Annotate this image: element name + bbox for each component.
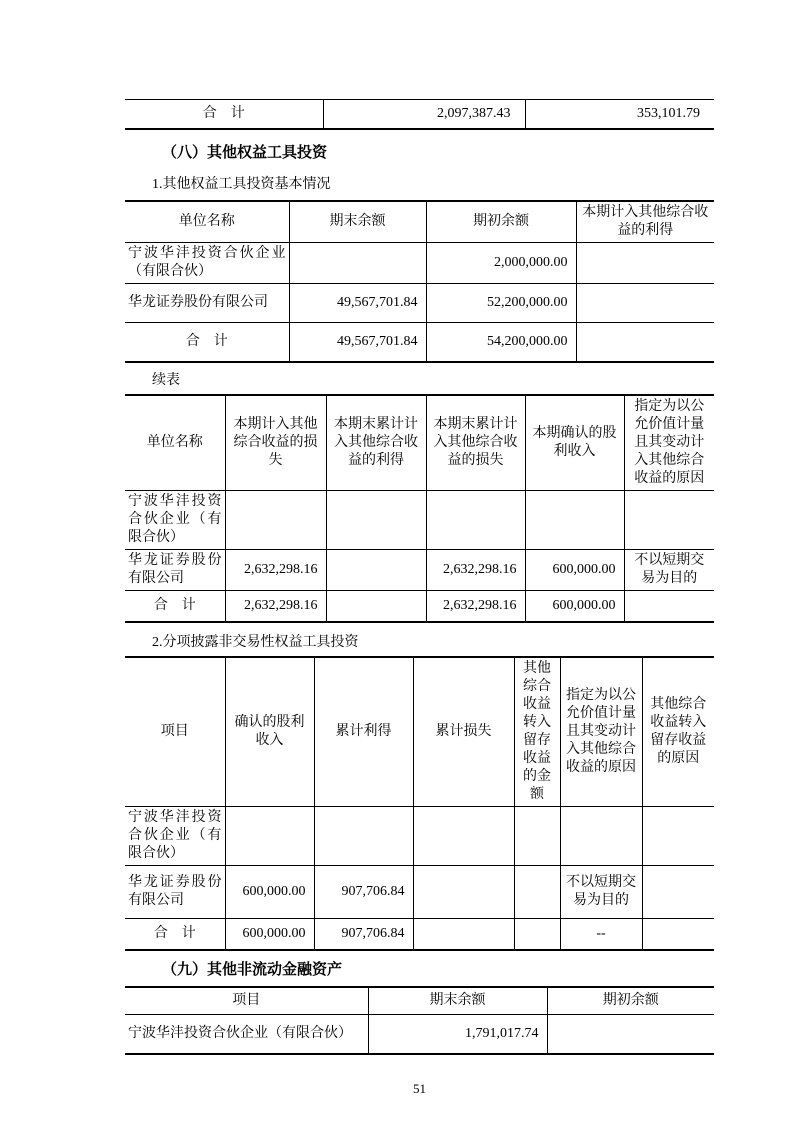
- col-header: 期初余额: [426, 201, 576, 243]
- section-8-heading: （八）其他权益工具投资: [162, 145, 328, 161]
- table-cell: 2,000,000.00: [426, 243, 576, 284]
- table-cell: [326, 591, 426, 623]
- table-total-row: [125, 323, 714, 363]
- col-header: 单位名称: [125, 201, 289, 243]
- table-cell: 2,632,298.16: [426, 591, 525, 623]
- table-cell: [642, 807, 714, 866]
- section-8-item-2-title: 2.分项披露非交易性权益工具投资: [152, 635, 359, 650]
- table-header-row: [125, 201, 714, 243]
- table-row: [125, 1015, 714, 1055]
- table-cell: 907,706.84: [314, 866, 413, 919]
- non-trading-equity-table: [125, 656, 714, 951]
- table-cell: [326, 550, 426, 591]
- table-cell: 49,567,701.84: [289, 323, 426, 363]
- prior-table-total: [125, 99, 714, 130]
- col-header: 项目: [125, 657, 225, 807]
- col-header: 确认的股利收入: [225, 657, 314, 807]
- table-cell: 2,632,298.16: [426, 550, 525, 591]
- table-cell: 2,632,298.16: [225, 550, 326, 591]
- col-header: 期末余额: [289, 201, 426, 243]
- col-header: 本期末累计计入其他综合收益的损失: [426, 395, 525, 491]
- col-header: 本期末累计计入其他综合收益的利得: [326, 395, 426, 491]
- table-cell: [426, 491, 525, 550]
- col-header: 期末余额: [368, 987, 547, 1015]
- other-noncurrent-financial-assets-table: [125, 986, 714, 1055]
- table-cell: 1,791,017.74: [368, 1015, 547, 1055]
- col-header: 累计损失: [413, 657, 514, 807]
- total-label-cell: 合 计: [125, 100, 323, 130]
- entity-name-cell: 宁波华沣投资合伙企业（有限合伙）: [125, 491, 225, 550]
- table-cell: 2,632,298.16: [225, 591, 326, 623]
- table-cell: [413, 919, 514, 951]
- table-cell: 600,000.00: [525, 591, 624, 623]
- table-row: [125, 550, 714, 591]
- table-cell: 52,200,000.00: [426, 284, 576, 323]
- table-cell: [576, 243, 714, 284]
- table-cell: [289, 243, 426, 284]
- table-cell: [326, 491, 426, 550]
- col-header: 期初余额: [547, 987, 714, 1015]
- col-header: 指定为以公允价值计量且其变动计入其他综合收益的原因: [624, 395, 714, 491]
- col-header: 单位名称: [125, 395, 225, 491]
- table-cell: [642, 866, 714, 919]
- table-cell: [413, 866, 514, 919]
- table-row: [125, 491, 714, 550]
- col-header: 本期计入其他综合收益的利得: [576, 201, 714, 243]
- col-header: 累计利得: [314, 657, 413, 807]
- table-row: [125, 284, 714, 323]
- table-cell: 907,706.84: [314, 919, 413, 951]
- table-cell: 2,097,387.43: [323, 100, 525, 130]
- col-header: 指定为以公允价值计量且其变动计入其他综合收益的原因: [560, 657, 642, 807]
- table-cell: [576, 323, 714, 363]
- table-cell: [624, 491, 714, 550]
- table-cell: [560, 807, 642, 866]
- col-header: 其他综合收益转入留存收益的金额: [514, 657, 560, 807]
- col-header: 本期计入其他综合收益的损失: [225, 395, 326, 491]
- equity-investment-continued-table: [125, 394, 714, 623]
- entity-name-cell: 华龙证券股份有限公司: [125, 284, 289, 323]
- designation-reason-cell: 不以短期交易为目的: [624, 550, 714, 591]
- table-row: [125, 100, 714, 130]
- continued-table-label: 续表: [152, 373, 180, 388]
- table-cell: 600,000.00: [225, 866, 314, 919]
- designation-reason-cell: 不以短期交易为目的: [560, 866, 642, 919]
- table-cell: [624, 591, 714, 623]
- entity-name-cell: 宁波华沣投资合伙企业（有限合伙）: [125, 243, 289, 284]
- table-cell: [576, 284, 714, 323]
- table-cell: 600,000.00: [525, 550, 624, 591]
- col-header: 其他综合收益转入留存收益的原因: [642, 657, 714, 807]
- entity-name-cell: 宁波华沣投资合伙企业（有限合伙）: [125, 1015, 368, 1055]
- table-cell: [514, 919, 560, 951]
- table-cell: [314, 807, 413, 866]
- table-header-row: [125, 657, 714, 807]
- table-row: [125, 807, 714, 866]
- table-header-row: [125, 395, 714, 491]
- col-header: 本期确认的股利收入: [525, 395, 624, 491]
- table-cell: [514, 807, 560, 866]
- table-cell: 49,567,701.84: [289, 284, 426, 323]
- table-cell: 353,101.79: [525, 100, 714, 130]
- page-number: 51: [413, 1081, 426, 1096]
- table-cell: [225, 807, 314, 866]
- section-9-heading: （九）其他非流动金融资产: [162, 962, 343, 978]
- total-label-cell: 合 计: [125, 591, 225, 623]
- entity-name-cell: 华龙证券股份有限公司: [125, 550, 225, 591]
- total-label-cell: 合 计: [125, 919, 225, 951]
- table-cell: [514, 866, 560, 919]
- table-cell: 54,200,000.00: [426, 323, 576, 363]
- table-total-row: [125, 591, 714, 623]
- total-label-cell: 合 计: [125, 323, 289, 363]
- table-row: [125, 866, 714, 919]
- table-header-row: [125, 987, 714, 1015]
- entity-name-cell: 宁波华沣投资合伙企业（有限合伙）: [125, 807, 225, 866]
- table-cell: [413, 807, 514, 866]
- table-cell: [642, 919, 714, 951]
- table-cell: [525, 491, 624, 550]
- section-8-item-1-title: 1.其他权益工具投资基本情况: [152, 177, 331, 192]
- entity-name-cell: 华龙证券股份有限公司: [125, 866, 225, 919]
- table-total-row: [125, 919, 714, 951]
- col-header: 项目: [125, 987, 368, 1015]
- equity-investment-basic-table: [125, 200, 714, 363]
- table-cell: 600,000.00: [225, 919, 314, 951]
- table-cell: [547, 1015, 714, 1055]
- table-row: [125, 243, 714, 284]
- table-cell: --: [560, 919, 642, 951]
- table-cell: [225, 491, 326, 550]
